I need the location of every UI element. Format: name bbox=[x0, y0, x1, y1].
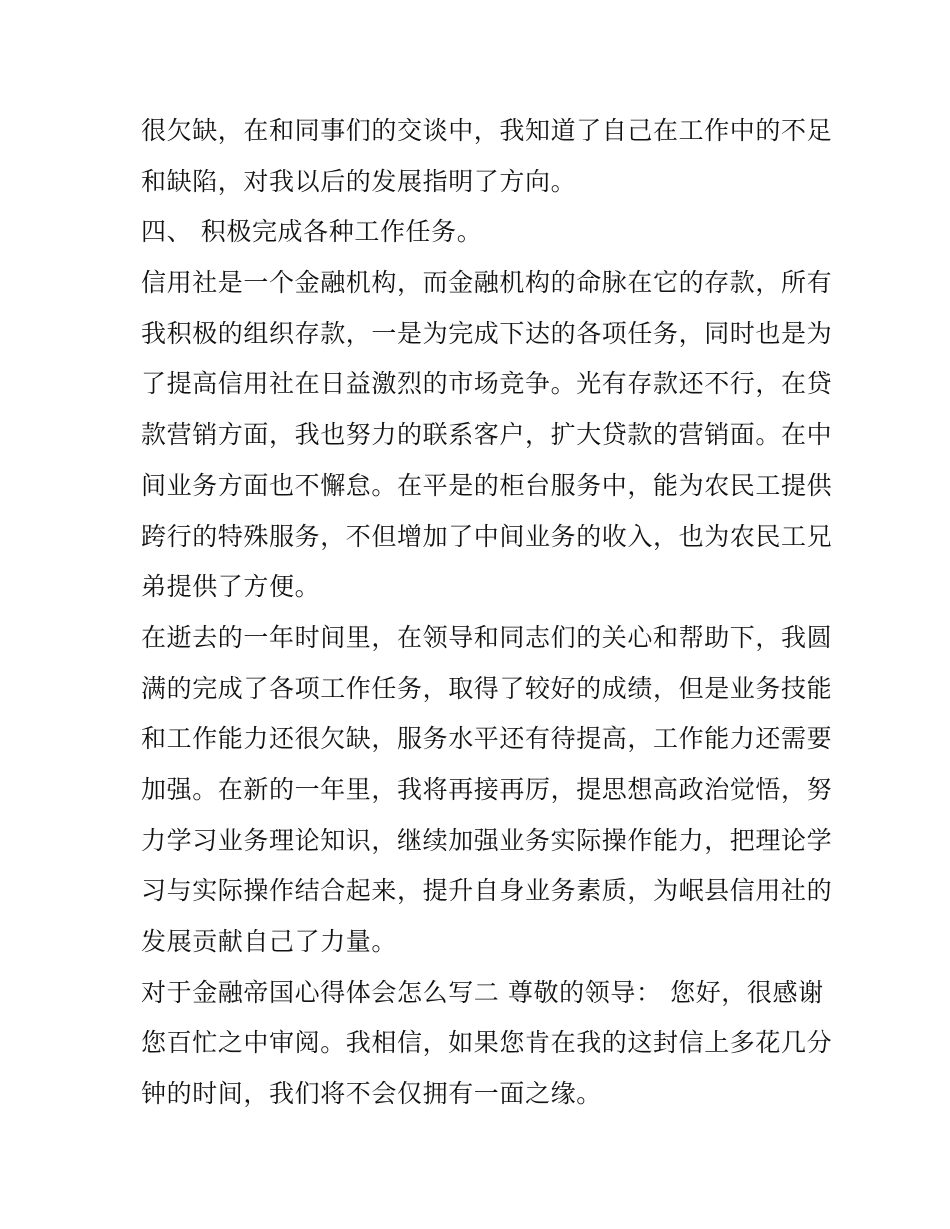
text-line: 钟的时间，我们将不会仅拥有一面之缘。 bbox=[141, 1079, 602, 1109]
text-line: 我积极的组织存款，一是为完成下达的各项任务，同时也是为 bbox=[141, 318, 833, 348]
document-body bbox=[141, 106, 833, 1120]
text-line: 加强。在新的一年里，我将再接再厉，提思想高政治觉悟，努 bbox=[141, 774, 833, 804]
text-line: 和缺陷，对我以后的发展指明了方向。 bbox=[141, 166, 577, 196]
text-line: 发展贡献自己了力量。 bbox=[141, 927, 398, 956]
text-line: 您百忙之中审阅。我相信，如果您肯在我的这封信上多花几分 bbox=[141, 1028, 833, 1058]
section-heading: 四、 积极完成各种工作任务。 bbox=[141, 217, 483, 247]
text-line: 款营销方面，我也努力的联系客户，扩大贷款的营销面。在中 bbox=[141, 420, 833, 450]
text-line: 弟提供了方便。 bbox=[141, 572, 321, 602]
text-line: 满的完成了各项工作任务，取得了较好的成绩，但是业务技能 bbox=[141, 673, 833, 703]
text-line: 在逝去的一年时间里，在领导和同志们的关心和帮助下，我圆 bbox=[141, 622, 833, 652]
text-line: 信用社是一个金融机构，而金融机构的命脉在它的存款，所有 bbox=[141, 268, 833, 298]
text-line: 对于金融帝国心得体会怎么写二 尊敬的领导： 您好，很感谢 bbox=[141, 977, 824, 1007]
text-line: 力学习业务理论知识，继续加强业务实际操作能力，把理论学 bbox=[141, 825, 833, 855]
text-line: 习与实际操作结合起来，提升自身业务素质，为岷县信用社的 bbox=[141, 876, 833, 906]
text-line: 间业务方面也不懈怠。在平是的柜台服务中，能为农民工提供 bbox=[141, 470, 833, 500]
text-line: 了提高信用社在日益激烈的市场竞争。光有存款还不行，在贷 bbox=[141, 369, 833, 399]
text-line: 跨行的特殊服务，不但增加了中间业务的收入，也为农民工兄 bbox=[141, 521, 833, 551]
text-line: 很欠缺，在和同事们的交谈中，我知道了自己在工作中的不足 bbox=[141, 116, 833, 145]
text-line: 和工作能力还很欠缺，服务水平还有待提高，工作能力还需要 bbox=[141, 724, 833, 754]
